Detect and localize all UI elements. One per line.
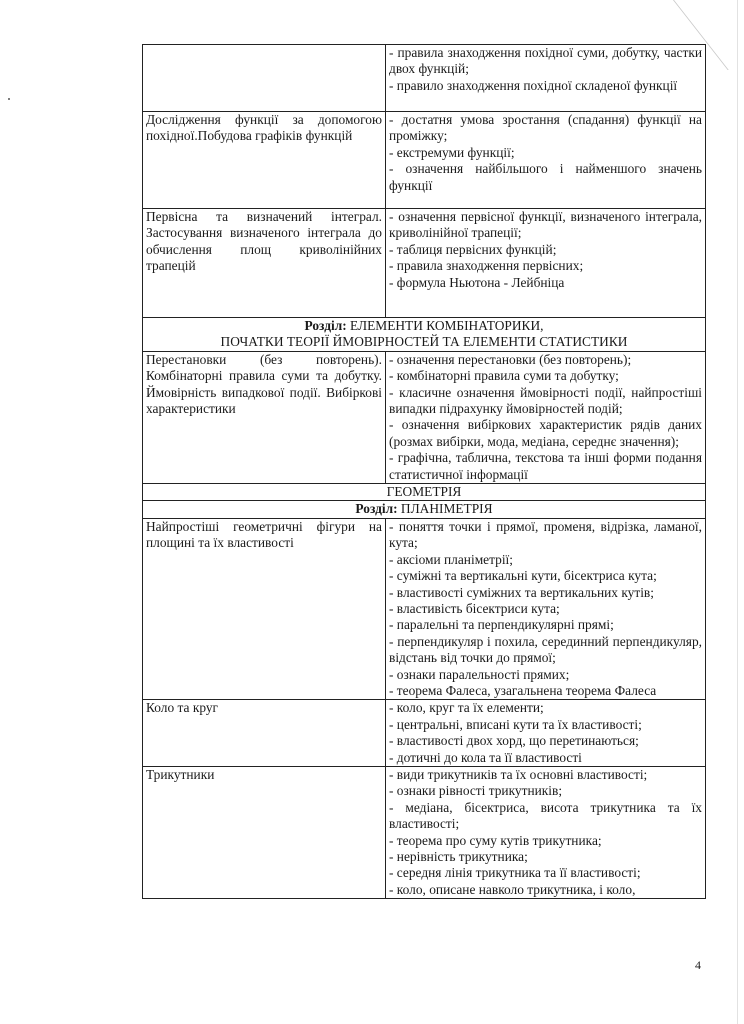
content-cell — [386, 700, 706, 767]
topic-cell — [143, 112, 386, 209]
topic-text: Найпростіші геометричні фігури на площині та їх властивості — [146, 518, 382, 551]
content-item: - медіана, бісектриса, висота трикутника та їх властивості; — [389, 799, 702, 832]
content-item: - нерівність трикутника; — [389, 849, 528, 864]
section-heading-row — [143, 318, 706, 352]
content-item: - середня лінія трикутника та її властивості; — [389, 865, 641, 881]
content-item: - таблиця первісних функцій; — [389, 241, 557, 257]
content-item: - паралельні та перпендикулярні прямі; — [389, 617, 614, 633]
content-item: - правила знаходження похідної суми, добутку, частки двох функцій; — [389, 45, 702, 77]
content-item: - поняття точки і прямої, променя, відрізка, ламаної, кута; — [389, 518, 702, 551]
content-item: - теорема про суму кутів трикутника; — [389, 832, 602, 848]
content-item: - класичне означення ймовірності події, найпростіші випадки підрахунку ймовірностей подій; — [389, 384, 702, 417]
content-item: - властивість бісектриси кута; — [389, 600, 560, 616]
content-item: - правила знаходження первісних; — [389, 258, 584, 274]
content-item: - графічна, таблична, текстова та інші форми подання статистичної інформації — [389, 450, 702, 482]
topic-text: Первісна та визначений інтеграл. Застосування визначеного інтеграла до обчислення площ криволінійних трапецій — [146, 209, 382, 274]
section-heading-row — [143, 501, 706, 518]
content-item: - центральні, вписані кути та їх властивості; — [389, 716, 642, 732]
section-title-line1: ЕЛЕМЕНТИ КОМБІНАТОРИКИ, — [346, 318, 544, 333]
geometry-heading: ГЕОМЕТРІЯ — [143, 484, 706, 501]
topic-cell — [143, 209, 386, 318]
topic-cell — [143, 351, 386, 483]
page-number: 4 — [695, 958, 701, 972]
topic-cell — [143, 766, 386, 898]
content-item: - означення первісної функції, визначеного інтеграла, криволінійної трапеції; — [389, 209, 702, 241]
section-title: ПЛАНІМЕТРІЯ — [397, 501, 493, 517]
content-item: - екстремуми функції; — [389, 144, 515, 160]
topic-cell — [143, 45, 386, 112]
table-row — [143, 351, 706, 483]
table-row — [143, 766, 706, 898]
table-row — [143, 45, 706, 112]
content-cell — [386, 766, 706, 898]
content-item: - ознаки рівності трикутників; — [389, 783, 563, 799]
content-item: - ознаки паралельності прямих; — [389, 666, 570, 682]
content-cell — [386, 112, 706, 209]
content-cell — [386, 45, 706, 112]
content-item: - комбінаторні правила суми та добутку; — [389, 368, 619, 384]
topic-cell — [143, 700, 386, 767]
content-item: - коло, круг та їх елементи; — [389, 700, 544, 716]
content-cell — [386, 209, 706, 318]
content-item: - аксіоми планіметрії; — [389, 551, 513, 567]
content-item: - перпендикуляр і похила, серединний перпендикуляр, відстань від точки до прямої; — [389, 633, 702, 666]
table-row — [143, 700, 706, 767]
content-item: - властивості двох хорд, що перетинаються; — [389, 733, 639, 749]
section-title-line2: ПОЧАТКИ ТЕОРІЇ ЙМОВІРНОСТЕЙ ТА ЕЛЕМЕНТИ СТАТИСТИКИ — [220, 334, 628, 350]
content-item: - означення вибіркових характеристик рядів даних (розмах вибірки, мода, медіана, середнє значення); — [389, 417, 702, 449]
topic-text: Дослідження функції за допомогою похідної.Побудова графіків функцій — [146, 112, 382, 144]
content-item: - суміжні та вертикальні кути, бісектриса кута; — [389, 568, 657, 584]
content-item: - види трикутників та їх основні властивості; — [389, 766, 648, 782]
content-item: - дотичні до кола та її властивості — [389, 749, 582, 765]
content-item: - властивості суміжних та вертикальних кутів; — [389, 584, 654, 600]
section-heading — [143, 318, 706, 352]
content-cell — [386, 518, 706, 699]
content-cell — [386, 351, 706, 483]
curriculum-table — [142, 44, 706, 899]
content-item: - теорема Фалеса, узагальнена теорема Фалеса — [389, 682, 657, 698]
table-row — [143, 112, 706, 209]
topic-cell — [143, 518, 386, 699]
content-item: - достатня умова зростання (спадання) функції на проміжку; — [389, 112, 702, 144]
content-item: - означення найбільшого і найменшого значень функції — [389, 161, 702, 193]
scan-edge — [737, 0, 738, 1024]
table-row — [143, 209, 706, 318]
content-item: - правило знаходження похідної складеної функції — [389, 77, 678, 93]
topic-text: Перестановки (без повторень). Комбінаторні правила суми та добутку. Ймовірність випадкової події. Вибіркові характеристики — [146, 351, 382, 417]
section-label: Розділ: — [304, 318, 347, 333]
table-row — [143, 518, 706, 699]
section-label: Розділ: — [355, 501, 398, 517]
content-item: - означення перестановки (без повторень); — [389, 351, 632, 367]
section-heading-row — [143, 484, 706, 501]
content-item: - формула Ньютона - Лейбніца — [389, 274, 565, 290]
section-heading — [143, 501, 706, 518]
topic-text: Трикутники — [146, 766, 215, 782]
scan-dot — [8, 98, 10, 100]
content-item: - коло, описане навколо трикутника, і коло, — [389, 881, 636, 897]
topic-text: Коло та круг — [146, 700, 219, 716]
